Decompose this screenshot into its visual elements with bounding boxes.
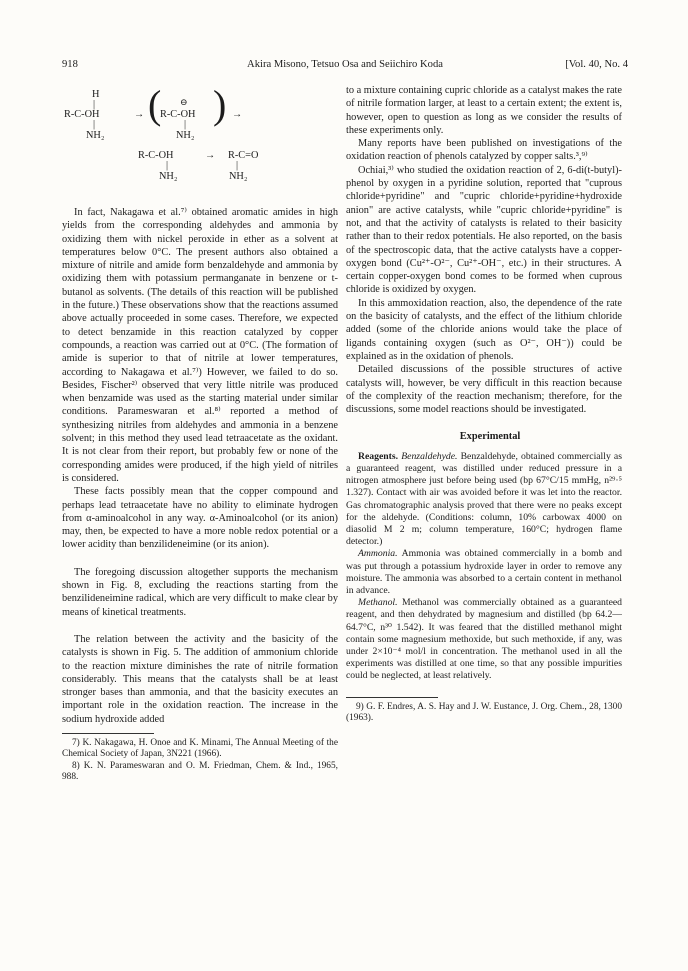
scheme-nh2-2: NH₂ [176,130,195,141]
scheme-arrow-1: → [134,109,145,120]
footnote-rule [346,697,438,698]
scheme-compound-2: R-C-OH [160,109,196,120]
paragraph: to a mixture containing cupric chloride as a catalyst makes the rate of nitrile formation larger, at least to a certain extent; the extent is, however, open to question as long as we consider the results of these experiments only. [346,85,623,136]
footnote-7: 7) K. Nakagawa, H. Onoe and K. Minami, The Annual Meeting of the Chemical Society of Japan, 3N221 (1966). [62,737,338,760]
paragraph: The relation between the activity and the basicity of the catalysts is shown in Fig. 5. The addition of ammonium chloride to the reaction mixture diminishes the rate of nitrile formation considerably. This means that the catalysts shall be at least stronger bases than ammonia, and that the basicity executes an important role in the oxidation reaction. The increase in the sodium hydroxide added [62,633,338,725]
paragraph: Ochiai,³⁾ who studied the oxidation reaction of 2, 6-di(t-butyl)-phenol by oxygen in a pyridine solution, reported that "cuprous chloride+pyridine" and "cupric chloride+pyridine+hydroxide anion" are active catalysts, while "cupric chloride+pyridine" is not, and that the activity of catalysts is related to their basicity rather than to their redox potentials. He also reported, on the basis of the spectroscopic data, that the active catalysts have a copper-oxygen bond (Cu²⁺-O²⁻, Cu²⁺-OH⁻, etc.) in their structures. A certain copper-oxygen bond comes to be formed when cuprous chloride is oxidized by oxygen. [346,164,622,296]
methanol-heading: Methanol. [358,597,398,609]
scheme-arrow-2: → [232,109,243,120]
footnotes [62,738,338,784]
reagents-heading: Reagents. [358,450,399,462]
paragraph: Detailed discussions of the possible structures of active catalysts will, however, be very difficult in this reaction because of the complexity of the reaction mechanism; therefore, for the discussions, some model reactions should be investigated. [346,364,622,416]
ammonia-heading: Ammonia. [358,548,398,560]
scheme-nh2-4: NH₂ [229,171,248,182]
footnote-rule [62,733,154,734]
footnotes [346,702,622,725]
paragraph: Many reports have been published on investigations of the oxidation reaction of phenols catalyzed by copper salts.³,⁹⁾ [346,138,622,163]
scheme-nh2-3: NH₂ [159,171,178,182]
scheme-compound-4: R-C=O [228,150,259,161]
running-title: Akira Misono, Tetsuo Osa and Seiichiro Koda [247,59,443,70]
section-heading: Experimental [459,431,521,443]
scheme-charge: ⊖ [180,97,188,107]
scheme-h-label: H [92,89,100,100]
left-column [62,82,338,784]
reaction-scheme: H | R-C-OH | NH₂ → ( ⊖ R-C-OH | NH₂ ) → R-C-OH | NH₂ → R-C=O | NH₂ [64,82,259,182]
benzaldehyde-text: Benzaldehyde, obtained commercially as a guaranteed reagent, was distilled under reduced pressure in a nitrogen atmosphere just before being used (bp 67°C/15 mmHg, n²⁹·⁵ 1.327). Contact with air was avoided before it was let into the reactor. Gas chromatographic analysis proved that there were no peaks except for the aldehyde. (Conditions: column, 10% carbowax 4000 on diasolid M 2 m; column temperature, 160°C; hydrogen flame detector.) [346,450,622,548]
paragraph: The foregoing discussion altogether supports the mechanism shown in Fig. 8, excluding the reactions starting from the benzilideneimine radical, which are very difficult to make clear by means of kinetical treatments. [62,566,338,618]
scheme-nh2-1: NH₂ [86,130,105,141]
footnote-9: 9) G. F. Endres, A. S. Hay and J. W. Eustance, J. Org. Chem., 28, 1300 (1963). [346,701,622,724]
scheme-compound-3: R-C-OH [138,150,174,161]
paragraph: In fact, Nakagawa et al.⁷⁾ obtained aromatic amides in high yields from the corresponding aldehydes and ammonia by oxidizing them with nickel peroxide in ether as a solvent at temperatures below 0°C. The present authors also obtained a mixture of nitrile and amide form benzaldehyde and ammonia by oxidizing them with potassium permanganate in benzene or t-butanol as solvents. (The details of this reaction will be published in the future.) These observations show that the reactions assumed above actually proceeded in some cases. Therefore, we expected to detect benzamide in this reaction catalyzed by copper compounds, a reaction was carried out at 0°C. (The formation of amide is superior to that of nitrile at lower temperatures, according to Nakagawa et al.⁷⁾) However, we failed to do so. Besides, Fischer²⁾ observed that very little nitrile was produced when benzamide was used as the starting material under similar conditions. Parameswaran et al.⁸⁾ reported a method of synthesizing nitriles from aldehydes and ammonia in a benzene solvent; in this method they used lead tetraacetate as the oxidant. It is not clear from their report, but probably few or none of the corresponding amides were produced, if the high yield of nitriles is considered. [62,207,338,484]
benzaldehyde-heading: Benzaldehyde. [401,450,458,462]
scheme-compound-1: R-C-OH [64,109,100,120]
methanol-text: Methanol was commercially obtained as a guaranteed reagent, and then dehydrated by magnesium and distilled (bp 64.2—64.7°C, n³⁰ 1.542). It was feared that the distilled methanol might contain some magnesium methoxide, but such methoxide, if any, was under 2×10⁻⁴ mol/l in concentration. The methanol used in all the experiments was distilled at one time, so that any possible impurities could be neglected, at least relatively. [346,597,623,682]
right-column [346,84,622,725]
paragraph: These facts possibly mean that the copper compound and perhaps lead tetraacetate have no ability to eliminate hydrogen from α-aminoalcohol in any way. α-Aminoalcohol (or its anion) may, then, be expected to have a more noble redox potential or a lower acidity than benzilideneimine (or its anion). [62,486,338,551]
paragraph: In this ammoxidation reaction, also, the dependence of the rate on the basicity of catalysts, and the effect of the lithium chloride added (some of the chloride anions would take the place of ligands containing oxygen (such as O²⁻, OH⁻)) could be explained as in the oxidation of phenols. [346,297,622,362]
volume-label: [Vol. 40, No. 4 [565,59,628,70]
ammonia-text: Ammonia was obtained commercially in a bomb and was put through a potassium hydroxide layer in order to remove any moisture. The ammonia was absorbed to a certain content in methanol in advance. [346,548,622,596]
page-number: 918 [62,59,78,70]
experimental-body [346,451,622,683]
scheme-arrow-3: → [205,150,216,161]
footnote-8: 8) K. N. Parameswaran and O. M. Friedman, Chem. & Ind., 1965, 988. [62,760,338,783]
